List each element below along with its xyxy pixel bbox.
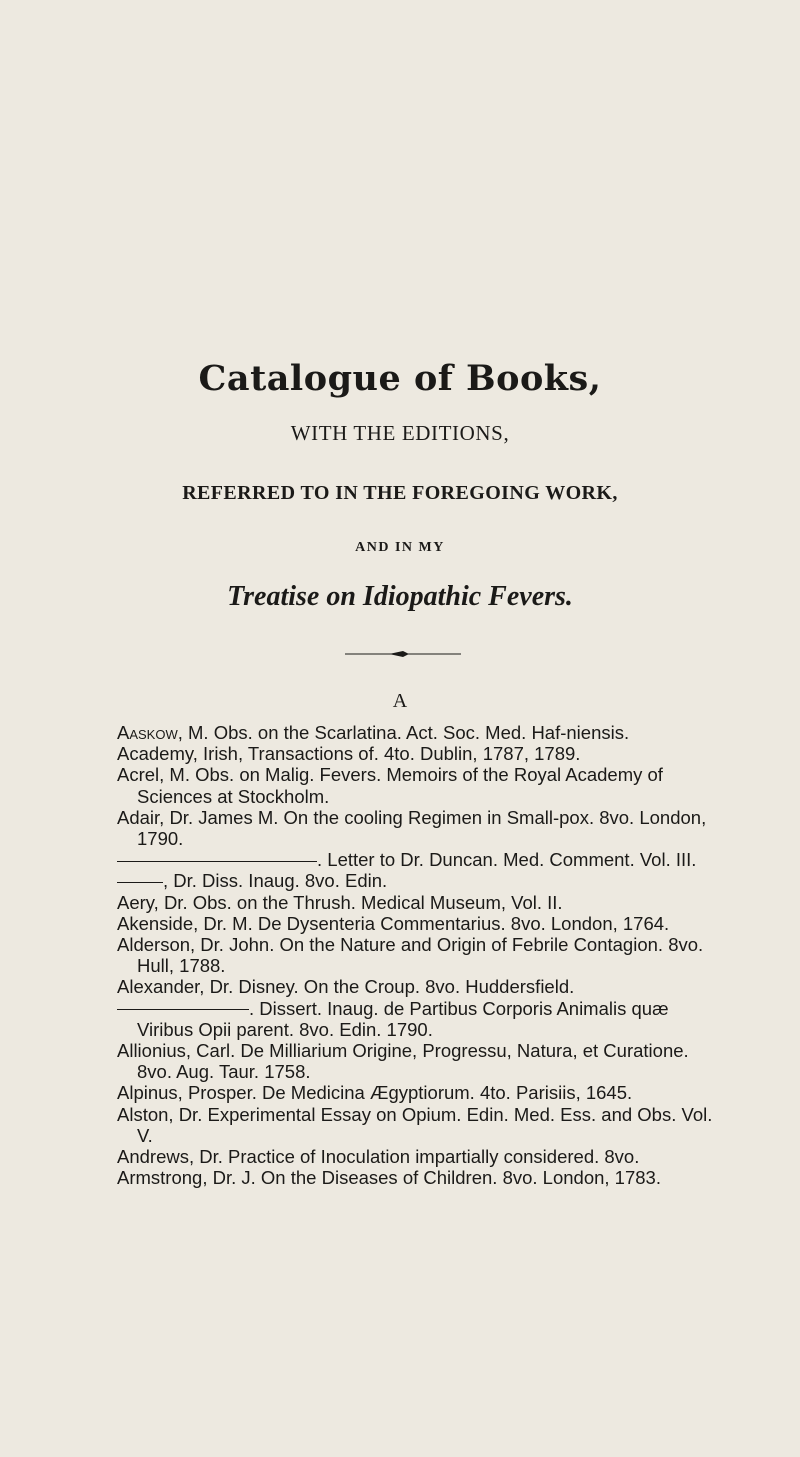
list-item (117, 849, 717, 870)
entry-text: Akenside, Dr. M. De Dysenteria Commentarius. 8vo. London, 1764. (117, 912, 670, 934)
subtitle-and-in-my: AND IN MY (355, 540, 445, 555)
entry-text: . Dissert. Inaug. de Partibus Corporis Animalis quæ Viribus Opii parent. 8vo. Edin. 1790. (137, 997, 669, 1040)
subtitle-editions: WITH THE EDITIONS, (290, 421, 510, 445)
section-letter: A (392, 690, 408, 712)
ditto-dash (117, 1009, 249, 1010)
subtitle-treatise: Treatise on Idiopathic Fevers. (227, 581, 573, 612)
list-item (117, 1040, 717, 1082)
entry-text: Alpinus, Prosper. De Medicina Ægyptiorum. 4to. Parisiis, 1645. (117, 1082, 633, 1104)
entry-text: . Letter to Dr. Duncan. Med. Comment. Vol. III. (317, 849, 697, 871)
list-item (117, 764, 717, 806)
page-title: Catalogue of Books, (198, 358, 602, 399)
list-item (117, 892, 717, 913)
entry-text: Armstrong, Dr. J. On the Diseases of Children. 8vo. London, 1783. (117, 1167, 661, 1189)
list-item (117, 807, 717, 849)
list-item (117, 722, 717, 743)
ditto-dash (117, 861, 317, 862)
entry-text: Alderson, Dr. John. On the Nature and Origin of Febrile Contagion. 8vo. Hull, 1788. (117, 934, 704, 977)
list-item (117, 913, 717, 934)
subtitle-referred: REFERRED TO IN THE FOREGOING WORK, (182, 482, 618, 504)
entry-name: Aaskow, (117, 722, 183, 743)
entry-text: Alexander, Dr. Disney. On the Croup. 8vo. Huddersfield. (117, 976, 575, 998)
list-item (117, 1167, 717, 1188)
entry-text: , Dr. Diss. Inaug. 8vo. Edin. (163, 870, 388, 892)
ditto-dash (117, 882, 163, 883)
entry-text: M. Obs. on the Scarlatina. Act. Soc. Med. Haf-niensis. (182, 722, 630, 743)
ornament-divider-icon (345, 650, 461, 658)
entry-text: Acrel, M. Obs. on Malig. Fevers. Memoirs of the Royal Academy of Sciences at Stockholm. (117, 764, 663, 807)
entry-text: Aery, Dr. Obs. on the Thrush. Medical Museum, Vol. II. (117, 891, 563, 913)
list-item (117, 976, 717, 997)
entry-text: Allionius, Carl. De Milliarium Origine, Progressu, Natura, et Curatione. 8vo. Aug. Taur. 1758. (117, 1040, 689, 1083)
entry-text: Alston, Dr. Experimental Essay on Opium. Edin. Med. Ess. and Obs. Vol. V. (117, 1103, 713, 1146)
entry-text: Academy, Irish, Transactions of. 4to. Dublin, 1787, 1789. (117, 743, 581, 765)
entry-text: Andrews, Dr. Practice of Inoculation impartially considered. 8vo. (117, 1146, 640, 1168)
list-item (117, 998, 717, 1040)
list-item (117, 870, 717, 891)
list-item (117, 743, 717, 764)
list-item (117, 1082, 717, 1103)
entry-text: Adair, Dr. James M. On the cooling Regimen in Small-pox. 8vo. London, 1790. (117, 806, 707, 850)
list-item (117, 1146, 717, 1167)
list-item (117, 934, 717, 976)
entries-list (117, 722, 717, 1188)
list-item (117, 1104, 717, 1146)
